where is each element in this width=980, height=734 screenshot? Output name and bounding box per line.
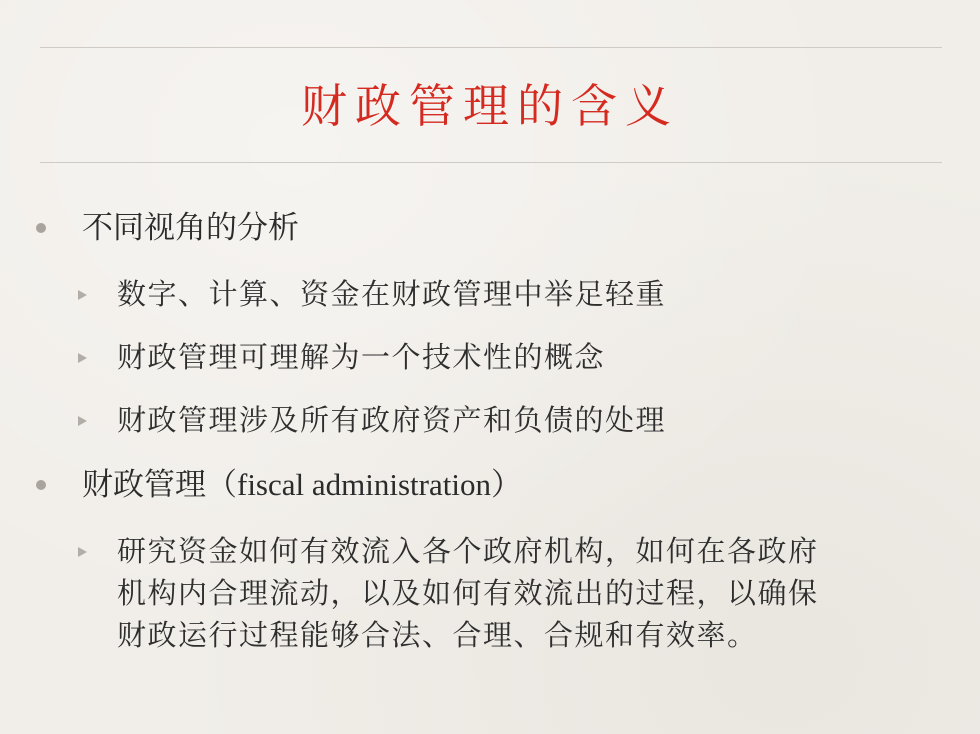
paragraph-line: 财政运行过程能够合法、合理、合规和有效率。 bbox=[117, 618, 758, 652]
bullet-text: 财政管理（fiscal administration） bbox=[82, 467, 522, 502]
arrow-bullet-icon bbox=[78, 416, 87, 426]
sub-bullet-text: 财政管理可理解为一个技术性的概念 bbox=[117, 340, 606, 374]
sub-bullet-text: 财政管理涉及所有政府资产和负债的处理 bbox=[117, 403, 667, 437]
slide-title: 财政管理的含义 bbox=[301, 79, 679, 133]
title-divider bbox=[40, 162, 942, 163]
bullet-text: 不同视角的分析 bbox=[82, 210, 299, 245]
top-divider bbox=[40, 47, 942, 48]
paragraph-line: 研究资金如何有效流入各个政府机构，如何在各政府 bbox=[117, 534, 819, 568]
bullet-item bbox=[36, 463, 522, 507]
sub-bullet-text: 数字、计算、资金在财政管理中举足轻重 bbox=[117, 277, 667, 311]
sub-bullet-item bbox=[78, 530, 917, 656]
arrow-bullet-icon bbox=[78, 547, 87, 557]
sub-bullet-item bbox=[78, 273, 666, 315]
bullet-item bbox=[36, 206, 299, 250]
bullet-dot-icon bbox=[36, 480, 46, 490]
sub-bullet-paragraph bbox=[117, 530, 917, 656]
sub-bullet-item bbox=[78, 399, 666, 441]
sub-bullet-item bbox=[78, 336, 605, 378]
arrow-bullet-icon bbox=[78, 290, 87, 300]
paragraph-line: 机构内合理流动，以及如何有效流出的过程，以确保 bbox=[117, 576, 819, 610]
arrow-bullet-icon bbox=[78, 353, 87, 363]
bullet-dot-icon bbox=[36, 223, 46, 233]
